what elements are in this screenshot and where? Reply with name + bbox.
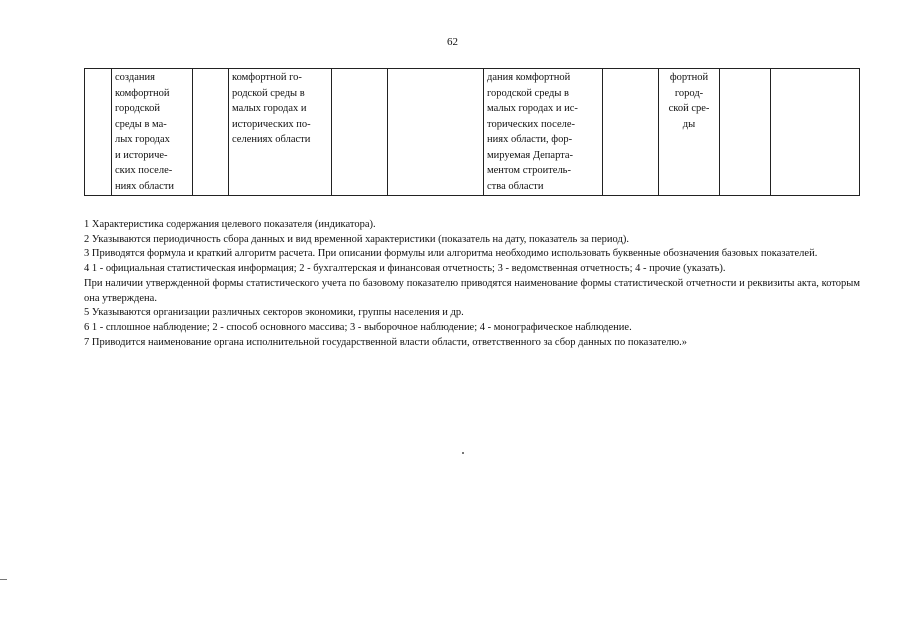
footnote: 4 1 - официальная статистическая информация; 2 - бухгалтерская и финансовая отчетность; 3 - ведомственная отчетность; 4 - прочие (указать). — [84, 263, 726, 275]
cell-line: комфортной го- — [232, 72, 302, 83]
scan-edge-mark — [0, 579, 7, 580]
cell-line: ства области — [487, 180, 544, 192]
table-cell-characteristic — [229, 69, 332, 196]
page-number: 62 — [447, 36, 458, 48]
cell-line: селениях области — [232, 134, 311, 146]
cell-line: родской среды в — [232, 87, 305, 99]
cell-line: ниях области — [115, 180, 175, 192]
footnote: 3 Приводятся формула и краткий алгоритм расчета. При описании формулы или алгоритма необходимо использовать буквенные обозначения базовых показателей. — [84, 248, 818, 260]
footnote: 1 Характеристика содержания целевого показателя (индикатора). — [84, 219, 376, 230]
table-cell-empty — [85, 69, 112, 196]
table-cell-data-collection — [659, 69, 720, 196]
cell-line: ских поселе- — [115, 165, 173, 177]
cell-line: и историче- — [115, 149, 168, 161]
cell-line: городской среды в — [487, 87, 569, 99]
cell-line: фортной — [669, 72, 709, 83]
cell-line: дания комфортной — [487, 72, 571, 83]
indicator-table — [84, 68, 860, 196]
cell-line: малых городах и ис- — [487, 103, 578, 115]
footnote: 7 Приводится наименование органа исполнительной государственной власти области, ответственного за сбор данных по показателю.» — [84, 336, 688, 348]
cell-line: торических поселе- — [487, 118, 576, 130]
table-row — [85, 69, 860, 196]
footnote: 5 Указываются организации различных секторов экономики, группы населения и др. — [84, 307, 464, 319]
footnote: 2 Указываются периодичность сбора данных и вид временной характеристики (показатель на дату, показатель за период). — [84, 233, 629, 245]
table-cell-empty — [388, 69, 484, 196]
footnote: При наличии утвержденной формы статистического учета по базовому показателю приводятся наименование формы статистической отчетности и реквизиты акта, которым она утверждена. — [84, 277, 860, 304]
cell-line: городской — [115, 103, 160, 115]
cell-line: ской сре- — [668, 103, 710, 115]
cell-line: исторических по- — [232, 118, 311, 130]
table-cell-empty — [771, 69, 860, 196]
table-cell-indicator-name — [112, 69, 193, 196]
cell-line: малых городах и — [232, 103, 307, 115]
footnote: 6 1 - сплошное наблюдение; 2 - способ основного массива; 3 - выборочное наблюдение; 4 - монографическое наблюдение. — [84, 321, 632, 333]
table-cell-empty — [193, 69, 229, 196]
cell-line: ниях области, фор- — [487, 134, 573, 146]
table-cell-base-indicator — [484, 69, 603, 196]
cell-line: среды в ма- — [115, 118, 167, 130]
table-cell-empty — [720, 69, 771, 196]
cell-line: ментом строитель- — [487, 165, 571, 177]
cell-line: создания — [115, 72, 155, 83]
cell-line: лых городах — [115, 134, 170, 146]
cell-line: город- — [674, 87, 704, 99]
cell-line: комфортной — [115, 87, 170, 99]
table-cell-empty — [332, 69, 388, 196]
cell-line: ды — [682, 118, 696, 130]
cell-line: мируемая Департа- — [487, 149, 574, 161]
scan-speck — [462, 452, 464, 454]
table-cell-empty — [603, 69, 659, 196]
footnotes — [84, 218, 860, 350]
